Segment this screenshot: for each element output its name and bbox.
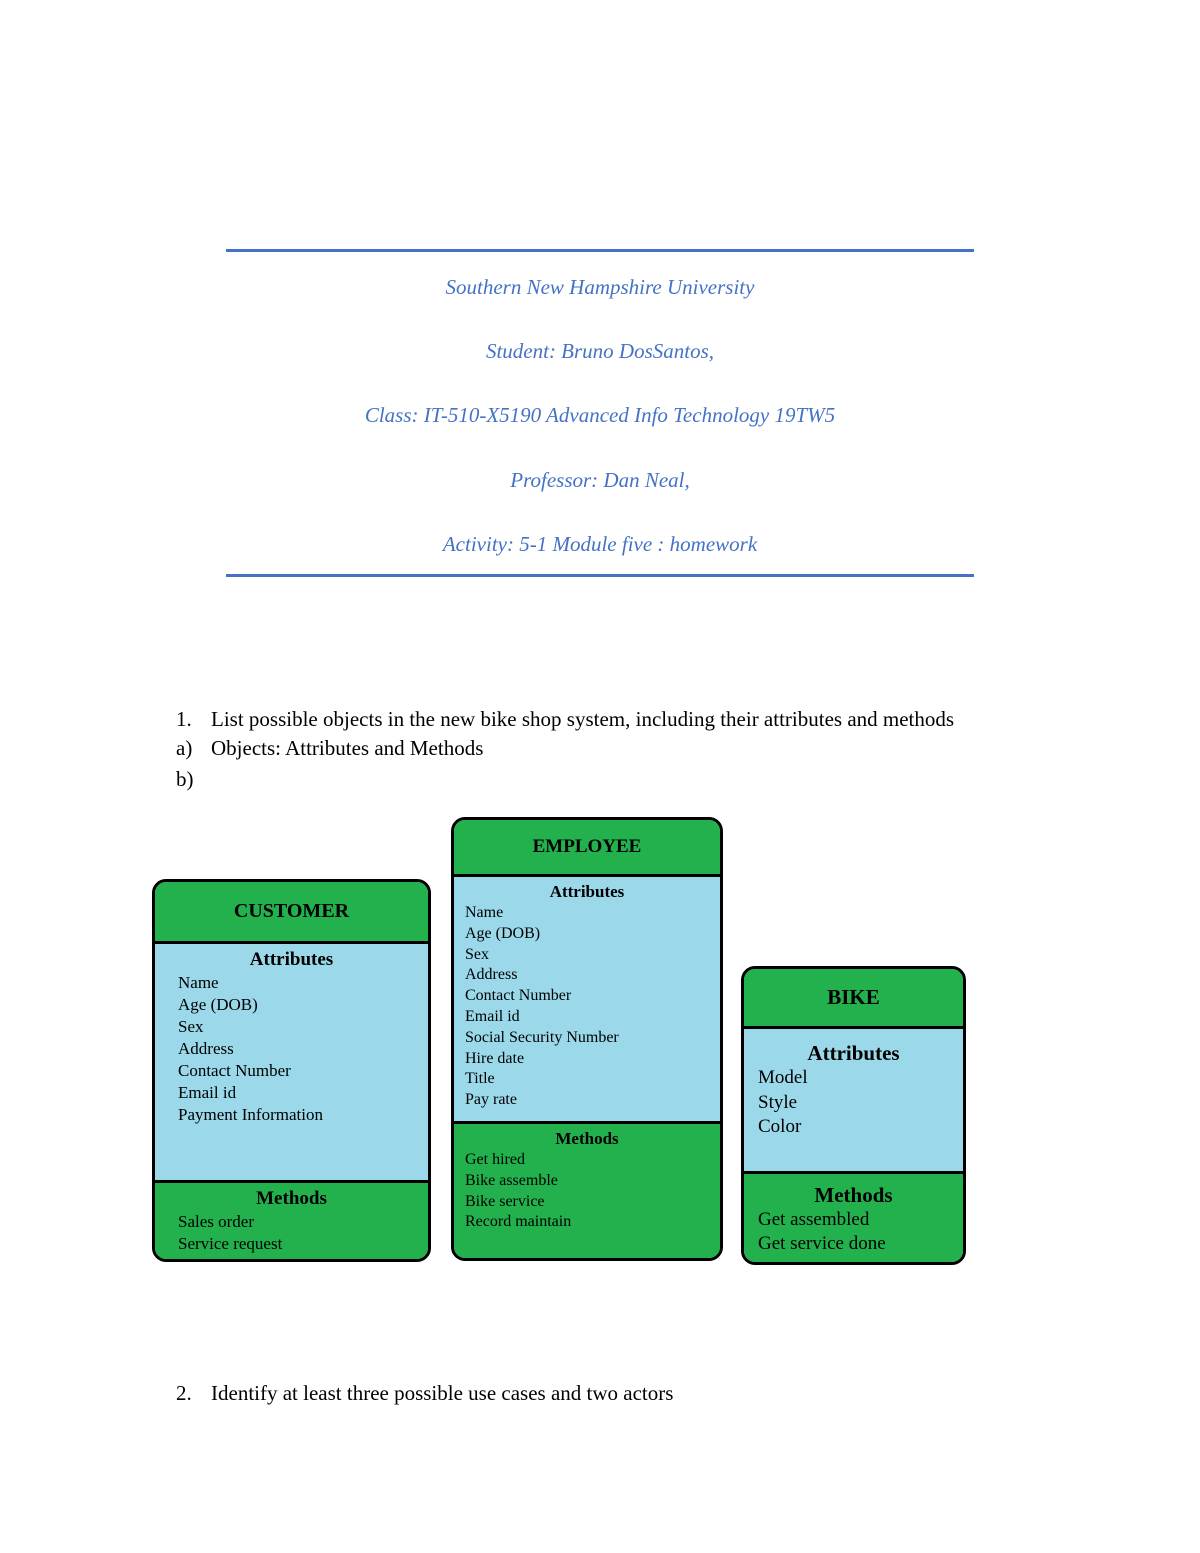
bike-methods-label: Methods [814, 1183, 893, 1207]
bike-attribute: Style [758, 1091, 798, 1113]
list-marker: b) [176, 767, 194, 791]
employee-attribute: Address [465, 966, 518, 984]
bike-attributes [744, 1029, 963, 1140]
customer-attributes [155, 944, 428, 1126]
bike-attribute: Color [758, 1116, 802, 1137]
customer-class-box [152, 879, 431, 1262]
professor-name: Professor: Dan Neal, [510, 468, 690, 492]
employee-method: Get hired [465, 1151, 525, 1168]
student-name: Student: Bruno DosSantos, [485, 339, 715, 363]
employee-method: Record maintain [465, 1213, 572, 1231]
customer-method: Sales order [178, 1212, 255, 1231]
employee-attribute: Contact Number [465, 987, 572, 1005]
top-rule [226, 249, 974, 252]
employee-method: Bike service [465, 1192, 545, 1210]
list-marker: 2. [176, 1381, 192, 1405]
employee-attribute: Sex [465, 945, 489, 963]
list-marker: a) [176, 736, 193, 760]
customer-attribute: Sex [178, 1017, 204, 1036]
bike-title: BIKE [744, 969, 963, 1029]
question-text: List possible objects in the new bike shop system, including their attributes and methods [211, 707, 955, 731]
bike-attribute: Model [758, 1067, 808, 1088]
customer-attribute: Name [178, 973, 219, 992]
class-name: Class: IT-510-X5190 Advanced Info Technology 19TW5 [364, 403, 836, 427]
employee-title: EMPLOYEE [454, 820, 720, 877]
employee-attribute: Pay rate [465, 1091, 517, 1109]
bike-method: Get assembled [758, 1209, 870, 1230]
employee-attribute: Email id [465, 1007, 520, 1025]
activity-name: Activity: 5-1 Module five : homework [442, 532, 758, 556]
employee-methods [454, 1121, 720, 1258]
employee-attribute: Hire date [465, 1049, 525, 1067]
question-text: Objects: Attributes and Methods [211, 736, 484, 760]
employee-class-box [451, 817, 723, 1261]
employee-attribute: Social Security Number [465, 1028, 619, 1046]
list-marker: 1. [176, 707, 192, 731]
bike-attributes-label: Attributes [807, 1041, 900, 1065]
employee-attributes-label: Attributes [549, 882, 625, 901]
bike-method: Get service done [758, 1233, 886, 1254]
question-1b [176, 766, 211, 792]
customer-method: Service request [178, 1234, 283, 1253]
customer-methods-label: Methods [256, 1188, 327, 1209]
customer-attribute: Contact Number [178, 1061, 291, 1080]
customer-attribute: Email id [178, 1083, 237, 1102]
employee-method: Bike assemble [465, 1171, 558, 1189]
university-name: Southern New Hampshire University [445, 275, 755, 299]
customer-attribute: Age (DOB) [178, 995, 258, 1014]
question-2 [176, 1380, 673, 1406]
bottom-rule [226, 574, 974, 577]
employee-attributes [454, 877, 720, 1111]
customer-attribute: Payment Information [178, 1105, 323, 1124]
customer-attribute: Address [178, 1039, 234, 1058]
employee-attribute: Title [465, 1070, 495, 1088]
bike-methods [744, 1171, 963, 1262]
question-1 [176, 706, 954, 732]
customer-title: CUSTOMER [155, 882, 428, 944]
customer-methods [155, 1180, 428, 1259]
employee-methods-label: Methods [555, 1129, 619, 1148]
question-text: Identify at least three possible use cases and two actors [211, 1381, 674, 1405]
question-1a [176, 735, 483, 761]
customer-attributes-label: Attributes [249, 949, 334, 970]
bike-class-box [741, 966, 966, 1265]
employee-attribute: Name [465, 904, 504, 921]
employee-attribute: Age (DOB) [465, 924, 541, 942]
